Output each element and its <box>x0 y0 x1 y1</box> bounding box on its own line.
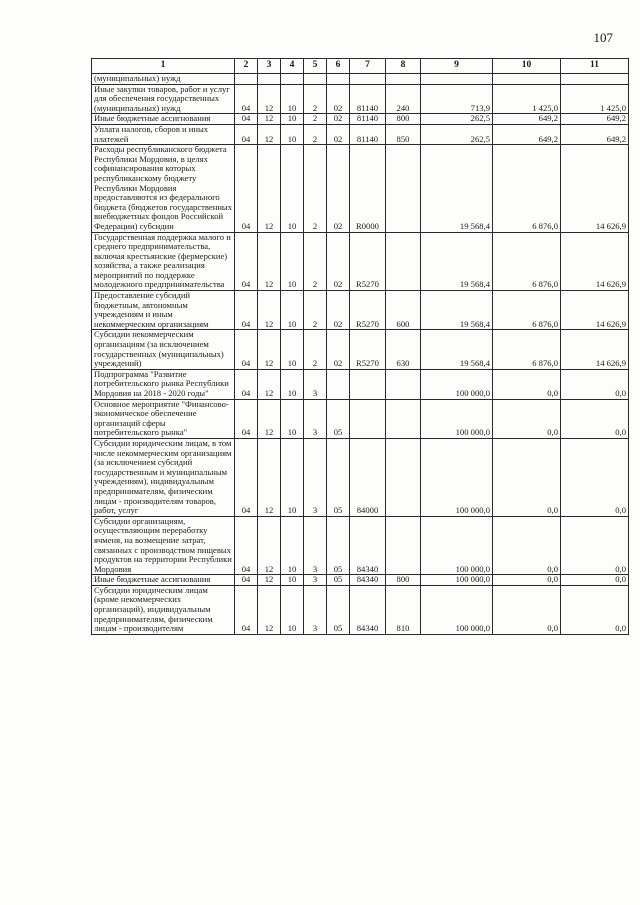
code-cell: 810 <box>386 585 421 634</box>
item-name-cell: Уплата налогов, сборов и иных платежей <box>92 124 235 144</box>
code-cell: 240 <box>386 84 421 114</box>
amount-cell: 19 568,4 <box>421 232 493 291</box>
code-cell <box>350 74 386 85</box>
amount-cell: 19 568,4 <box>421 145 493 232</box>
amount-cell: 262,5 <box>421 114 493 125</box>
code-cell: 02 <box>327 84 350 114</box>
amount-cell: 100 000,0 <box>421 575 493 586</box>
code-cell: 3 <box>304 575 327 586</box>
item-name-cell: Субсидии некоммерческим организациям (за исключением государственных (муниципальных) учреждений) <box>92 330 235 369</box>
table-row <box>92 585 629 634</box>
code-cell: R5270 <box>350 330 386 369</box>
item-name-cell: Иные закупки товаров, работ и услуг для обеспечения государственных (муниципальных) нужд <box>92 84 235 114</box>
code-cell: 10 <box>281 399 304 438</box>
code-cell: 04 <box>235 330 258 369</box>
code-cell: 2 <box>304 232 327 291</box>
code-cell: 12 <box>258 291 281 330</box>
header-cell: 8 <box>386 59 421 74</box>
code-cell: 3 <box>304 399 327 438</box>
amount-cell <box>493 74 561 85</box>
item-name-cell: Субсидии юридическим лицам, в том числе некоммерческим организациям (за исключением субсидий государственным и муниципальным учреждениям), индивидуальным предпринимателям, физическим лицам - производителям товаров, работ, услуг <box>92 438 235 516</box>
code-cell: 04 <box>235 291 258 330</box>
code-cell: 81140 <box>350 84 386 114</box>
amount-cell: 6 876,0 <box>493 291 561 330</box>
amount-cell: 19 568,4 <box>421 291 493 330</box>
code-cell <box>386 74 421 85</box>
table-row <box>92 114 629 125</box>
item-name-cell: Основное мероприятие "Финансово-экономическое обеспечение организаций сферы потребительского рынка" <box>92 399 235 438</box>
code-cell: 02 <box>327 232 350 291</box>
amount-cell <box>561 74 629 85</box>
code-cell: 02 <box>327 124 350 144</box>
code-cell: 10 <box>281 438 304 516</box>
header-cell: 2 <box>235 59 258 74</box>
amount-cell: 649,2 <box>561 114 629 125</box>
code-cell: 3 <box>304 369 327 399</box>
item-name-cell: Государственная поддержка малого и среднего предпринимательства, включая крестьянские (фермерские) хозяйства, а также реализация мероприятий по поддержке молодежного предпринимательства <box>92 232 235 291</box>
code-cell: 12 <box>258 399 281 438</box>
code-cell <box>350 369 386 399</box>
code-cell: 04 <box>235 124 258 144</box>
code-cell: 2 <box>304 114 327 125</box>
item-name-cell: Иные бюджетные ассигнования <box>92 114 235 125</box>
code-cell: 05 <box>327 399 350 438</box>
code-cell <box>304 74 327 85</box>
table-row <box>92 330 629 369</box>
code-cell: 3 <box>304 585 327 634</box>
code-cell: 02 <box>327 291 350 330</box>
code-cell: 10 <box>281 145 304 232</box>
code-cell: 12 <box>258 124 281 144</box>
amount-cell: 100 000,0 <box>421 438 493 516</box>
table-row <box>92 516 629 575</box>
code-cell: 05 <box>327 585 350 634</box>
code-cell: 800 <box>386 114 421 125</box>
code-cell: 02 <box>327 114 350 125</box>
code-cell: 10 <box>281 291 304 330</box>
code-cell <box>386 399 421 438</box>
code-cell <box>350 399 386 438</box>
code-cell: 81140 <box>350 114 386 125</box>
amount-cell: 6 876,0 <box>493 145 561 232</box>
table-row <box>92 145 629 232</box>
table-row <box>92 74 629 85</box>
table-row <box>92 369 629 399</box>
code-cell <box>258 74 281 85</box>
item-name-cell: Субсидии юридическим лицам (кроме некоммерческих организаций), индивидуальным предпринимателям, физическим лицам - производителям <box>92 585 235 634</box>
code-cell: 04 <box>235 575 258 586</box>
code-cell: 04 <box>235 145 258 232</box>
code-cell <box>235 74 258 85</box>
amount-cell: 1 425,0 <box>561 84 629 114</box>
code-cell: 12 <box>258 438 281 516</box>
code-cell <box>386 145 421 232</box>
amount-cell: 649,2 <box>493 124 561 144</box>
code-cell <box>386 516 421 575</box>
header-cell: 10 <box>493 59 561 74</box>
code-cell: R0000 <box>350 145 386 232</box>
code-cell: 600 <box>386 291 421 330</box>
header-cell: 7 <box>350 59 386 74</box>
code-cell: 84340 <box>350 575 386 586</box>
table-body <box>92 74 629 635</box>
code-cell: 04 <box>235 84 258 114</box>
item-name-cell: Иные бюджетные ассигнования <box>92 575 235 586</box>
code-cell: 04 <box>235 585 258 634</box>
code-cell: 02 <box>327 145 350 232</box>
code-cell: 12 <box>258 232 281 291</box>
amount-cell: 100 000,0 <box>421 399 493 438</box>
code-cell: 04 <box>235 114 258 125</box>
code-cell: 12 <box>258 585 281 634</box>
header-cell: 3 <box>258 59 281 74</box>
code-cell: 3 <box>304 438 327 516</box>
code-cell: 2 <box>304 330 327 369</box>
code-cell: 3 <box>304 516 327 575</box>
amount-cell: 6 876,0 <box>493 232 561 291</box>
code-cell: 10 <box>281 369 304 399</box>
code-cell <box>386 232 421 291</box>
table-row <box>92 291 629 330</box>
budget-table <box>91 58 629 635</box>
item-name-cell: Предоставление субсидий бюджетным, автономным учреждениям и иным некоммерческим организациям <box>92 291 235 330</box>
code-cell <box>327 369 350 399</box>
code-cell: 10 <box>281 124 304 144</box>
code-cell <box>386 438 421 516</box>
amount-cell: 0,0 <box>561 516 629 575</box>
code-cell: 12 <box>258 84 281 114</box>
amount-cell: 649,2 <box>493 114 561 125</box>
amount-cell: 0,0 <box>493 369 561 399</box>
code-cell: 84000 <box>350 438 386 516</box>
item-name-cell: Субсидии организациям, осуществляющим переработку ячменя, на возмещение затрат, связанных с производством пищевых продуктов на территории Республики Мордовия <box>92 516 235 575</box>
code-cell: 10 <box>281 114 304 125</box>
code-cell: R5270 <box>350 232 386 291</box>
code-cell: 02 <box>327 330 350 369</box>
amount-cell: 100 000,0 <box>421 516 493 575</box>
amount-cell: 0,0 <box>493 516 561 575</box>
amount-cell: 0,0 <box>493 438 561 516</box>
code-cell: 04 <box>235 369 258 399</box>
header-row <box>92 59 629 74</box>
header-cell: 9 <box>421 59 493 74</box>
table-row <box>92 399 629 438</box>
amount-cell: 0,0 <box>561 575 629 586</box>
amount-cell: 14 626,9 <box>561 330 629 369</box>
code-cell: 2 <box>304 84 327 114</box>
header-cell: 6 <box>327 59 350 74</box>
code-cell: 04 <box>235 438 258 516</box>
code-cell: 2 <box>304 145 327 232</box>
table-row <box>92 575 629 586</box>
table-row <box>92 124 629 144</box>
amount-cell: 0,0 <box>493 575 561 586</box>
code-cell: 04 <box>235 516 258 575</box>
amount-cell: 0,0 <box>561 369 629 399</box>
code-cell <box>327 74 350 85</box>
code-cell: 10 <box>281 575 304 586</box>
amount-cell: 14 626,9 <box>561 291 629 330</box>
item-name-cell: (муниципальных) нужд <box>92 74 235 85</box>
code-cell: 10 <box>281 330 304 369</box>
table-row <box>92 84 629 114</box>
header-cell: 11 <box>561 59 629 74</box>
code-cell <box>281 74 304 85</box>
code-cell: 04 <box>235 232 258 291</box>
amount-cell: 1 425,0 <box>493 84 561 114</box>
amount-cell: 0,0 <box>561 399 629 438</box>
code-cell: 81140 <box>350 124 386 144</box>
amount-cell: 649,2 <box>561 124 629 144</box>
item-name-cell: Подпрограмма "Развитие потребительского рынка Республики Мордовия на 2018 - 2020 годы" <box>92 369 235 399</box>
amount-cell: 14 626,9 <box>561 145 629 232</box>
code-cell: 12 <box>258 516 281 575</box>
code-cell: 800 <box>386 575 421 586</box>
amount-cell: 14 626,9 <box>561 232 629 291</box>
amount-cell: 262,5 <box>421 124 493 144</box>
amount-cell: 6 876,0 <box>493 330 561 369</box>
table-row <box>92 232 629 291</box>
code-cell: 10 <box>281 84 304 114</box>
header-cell: 4 <box>281 59 304 74</box>
code-cell: 10 <box>281 516 304 575</box>
code-cell: 04 <box>235 399 258 438</box>
code-cell: 12 <box>258 330 281 369</box>
amount-cell: 0,0 <box>561 438 629 516</box>
header-cell: 5 <box>304 59 327 74</box>
code-cell: 2 <box>304 124 327 144</box>
code-cell: 630 <box>386 330 421 369</box>
amount-cell: 713,9 <box>421 84 493 114</box>
amount-cell <box>421 74 493 85</box>
item-name-cell: Расходы республиканского бюджета Республики Мордовия, в целях софинансирования которых республиканскому бюджету Республики Мордовия предоставляются из федерального бюджета (бюджетов государственных внебюджетных фондов Российской Федерации) субсидии <box>92 145 235 232</box>
code-cell: 84340 <box>350 516 386 575</box>
code-cell: 05 <box>327 516 350 575</box>
code-cell: 12 <box>258 114 281 125</box>
amount-cell: 100 000,0 <box>421 585 493 634</box>
code-cell: 12 <box>258 145 281 232</box>
header-cell: 1 <box>92 59 235 74</box>
code-cell: 84340 <box>350 585 386 634</box>
code-cell: 12 <box>258 575 281 586</box>
code-cell <box>386 369 421 399</box>
amount-cell: 100 000,0 <box>421 369 493 399</box>
code-cell: 05 <box>327 438 350 516</box>
amount-cell: 0,0 <box>493 585 561 634</box>
code-cell: 10 <box>281 585 304 634</box>
code-cell: R5270 <box>350 291 386 330</box>
amount-cell: 19 568,4 <box>421 330 493 369</box>
page-number: 107 <box>593 30 613 45</box>
code-cell: 2 <box>304 291 327 330</box>
code-cell: 850 <box>386 124 421 144</box>
code-cell: 12 <box>258 369 281 399</box>
code-cell: 10 <box>281 232 304 291</box>
amount-cell: 0,0 <box>493 399 561 438</box>
code-cell: 05 <box>327 575 350 586</box>
table-row <box>92 438 629 516</box>
amount-cell: 0,0 <box>561 585 629 634</box>
